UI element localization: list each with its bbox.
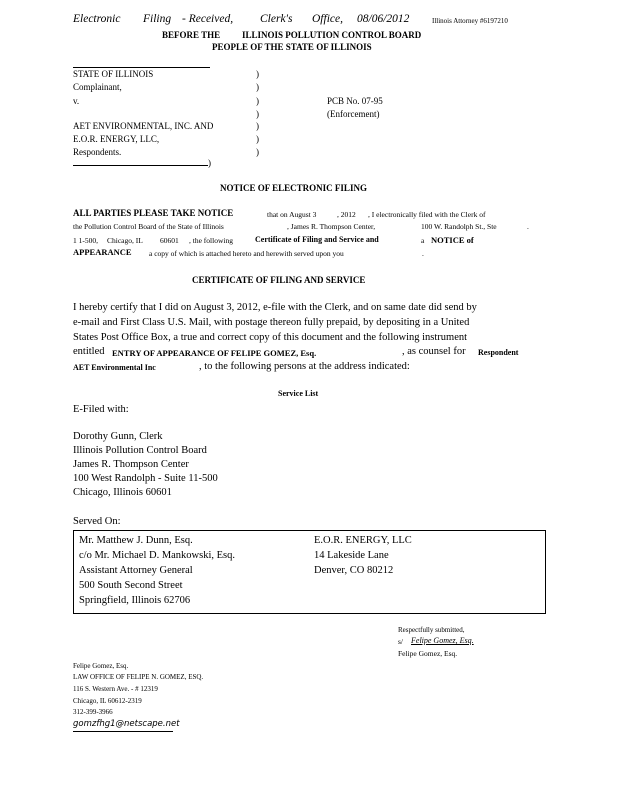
notice-lead: ALL PARTIES PLEASE TAKE NOTICE xyxy=(73,208,234,218)
respondent-label: AET Environmental Inc xyxy=(73,363,156,372)
certificate-line: , as counsel for xyxy=(402,346,466,357)
served-right-line: Denver, CO 80212 xyxy=(314,565,394,576)
served-on-label: Served On: xyxy=(73,516,121,527)
notice-text: the Pollution Control Board of the State of Illinois xyxy=(73,222,224,231)
stamp-date: 08/06/2012 xyxy=(357,13,410,25)
notice-text: . xyxy=(422,249,424,258)
caption-paren: ) xyxy=(256,109,259,119)
respondent-label: Respondent xyxy=(478,348,519,357)
caption-paren: ) xyxy=(256,121,259,131)
certificate-line: I hereby certify that I did on August 3, 2012, e-file with the Clerk, and on same date did send by xyxy=(73,302,477,313)
versus: v. xyxy=(73,96,80,106)
notice-text: , I electronically filed with the Clerk of xyxy=(368,210,486,219)
complainant-name: STATE OF ILLINOIS xyxy=(73,69,154,79)
notice-document: NOTICE of xyxy=(431,235,474,245)
clerk-address-line: Illinois Pollution Control Board xyxy=(73,445,207,456)
instrument-title: ENTRY OF APPEARANCE OF FELIPE GOMEZ, Esq. xyxy=(112,348,317,358)
footer-line: 116 S. Western Ave. - # 12319 xyxy=(73,685,158,693)
stamp-word: - Received, xyxy=(182,13,234,25)
signature-name: Felipe Gomez, Esq. xyxy=(411,636,474,645)
served-right-line: E.O.R. ENERGY, LLC xyxy=(314,535,412,546)
certificate-line: e-mail and First Class U.S. Mail, with postage thereon fully prepaid, by depositing in a United xyxy=(73,317,470,328)
caption-paren: ) xyxy=(256,96,259,106)
clerk-address-line: James R. Thompson Center xyxy=(73,459,189,470)
caption-paren: ) xyxy=(256,147,259,157)
clerk-address-line: Chicago, Illinois 60601 xyxy=(73,487,172,498)
notice-text: 100 W. Randolph St., Ste xyxy=(421,222,497,231)
certificate-line: entitled xyxy=(73,346,105,357)
stamp-word: Electronic xyxy=(73,13,121,25)
board-name: ILLINOIS POLLUTION CONTROL BOARD xyxy=(242,30,422,40)
footer-line: 312-399-3966 xyxy=(73,708,113,716)
stamp-word: Clerk's xyxy=(260,13,293,25)
served-left-line: 500 South Second Street xyxy=(79,580,183,591)
case-type: (Enforcement) xyxy=(327,109,380,119)
signature-printed-name: Felipe Gomez, Esq. xyxy=(398,649,458,658)
caption-paren: ) xyxy=(256,69,259,79)
notice-text: , the following xyxy=(189,236,233,245)
respectfully-submitted: Respectfully submitted, xyxy=(398,626,465,634)
case-number: PCB No. 07-95 xyxy=(327,96,383,106)
footer-line: Chicago, IL 60612-2319 xyxy=(73,697,142,705)
notice-document: Certificate of Filing and Service and xyxy=(255,235,379,244)
respondent-1: AET ENVIRONMENTAL, INC. AND xyxy=(73,121,214,131)
email-underline xyxy=(73,731,173,732)
certificate-line: States Post Office Box, a true and correct copy of this document and the following instrument xyxy=(73,332,468,343)
caption-paren: ) xyxy=(256,134,259,144)
efiled-with-label: E-Filed with: xyxy=(73,404,129,415)
service-list-title: Service List xyxy=(278,389,319,398)
notice-document: APPEARANCE xyxy=(73,247,132,257)
caption-paren: ) xyxy=(208,158,211,168)
attorney-number: Illinois Attorney #6197210 xyxy=(432,17,508,25)
notice-text: 60601 xyxy=(160,236,179,245)
notice-text: , 2012 xyxy=(337,210,356,219)
caption-top-rule xyxy=(73,67,210,68)
footer-line: LAW OFFICE OF FELIPE N. GOMEZ, ESQ. xyxy=(73,673,204,681)
stamp-word: Office, xyxy=(312,13,343,25)
served-left-line: Assistant Attorney General xyxy=(79,565,193,576)
notice-text: , James R. Thompson Center, xyxy=(287,222,376,231)
notice-text: a copy of which is attached hereto and herewith served upon you xyxy=(149,249,344,258)
served-right-line: 14 Lakeside Lane xyxy=(314,550,389,561)
before-the: BEFORE THE xyxy=(162,30,221,40)
notice-text: a xyxy=(421,236,425,245)
footer-email[interactable]: gomzfhg1@netscape.net xyxy=(73,719,180,729)
notice-text: 1 1-500, xyxy=(73,236,98,245)
people-heading: PEOPLE OF THE STATE OF ILLINOIS xyxy=(212,42,372,52)
respondent-role: Respondents. xyxy=(73,147,122,157)
served-left-line: c/o Mr. Michael D. Mankowski, Esq. xyxy=(79,550,236,561)
caption-paren: ) xyxy=(256,82,259,92)
notice-text: Chicago, IL xyxy=(107,236,143,245)
footer-line: Felipe Gomez, Esq. xyxy=(73,662,129,670)
respondent-2: E.O.R. ENERGY, LLC, xyxy=(73,134,160,144)
served-left-line: Mr. Matthew J. Dunn, Esq. xyxy=(79,535,193,546)
complainant-role: Complainant, xyxy=(73,82,122,92)
certificate-title: CERTIFICATE OF FILING AND SERVICE xyxy=(192,275,366,285)
stamp-word: Filing xyxy=(143,13,172,25)
signature-prefix: s/ xyxy=(398,637,404,646)
notice-title: NOTICE OF ELECTRONIC FILING xyxy=(220,183,367,193)
notice-text: that on August 3 xyxy=(267,210,317,219)
notice-text: . xyxy=(527,222,529,231)
clerk-address-line: 100 West Randolph - Suite 11-500 xyxy=(73,473,218,484)
caption-bottom-rule xyxy=(73,165,208,166)
clerk-address-line: Dorothy Gunn, Clerk xyxy=(73,431,163,442)
served-left-line: Springfield, Illinois 62706 xyxy=(79,595,191,606)
certificate-line: , to the following persons at the address indicated: xyxy=(199,361,410,372)
